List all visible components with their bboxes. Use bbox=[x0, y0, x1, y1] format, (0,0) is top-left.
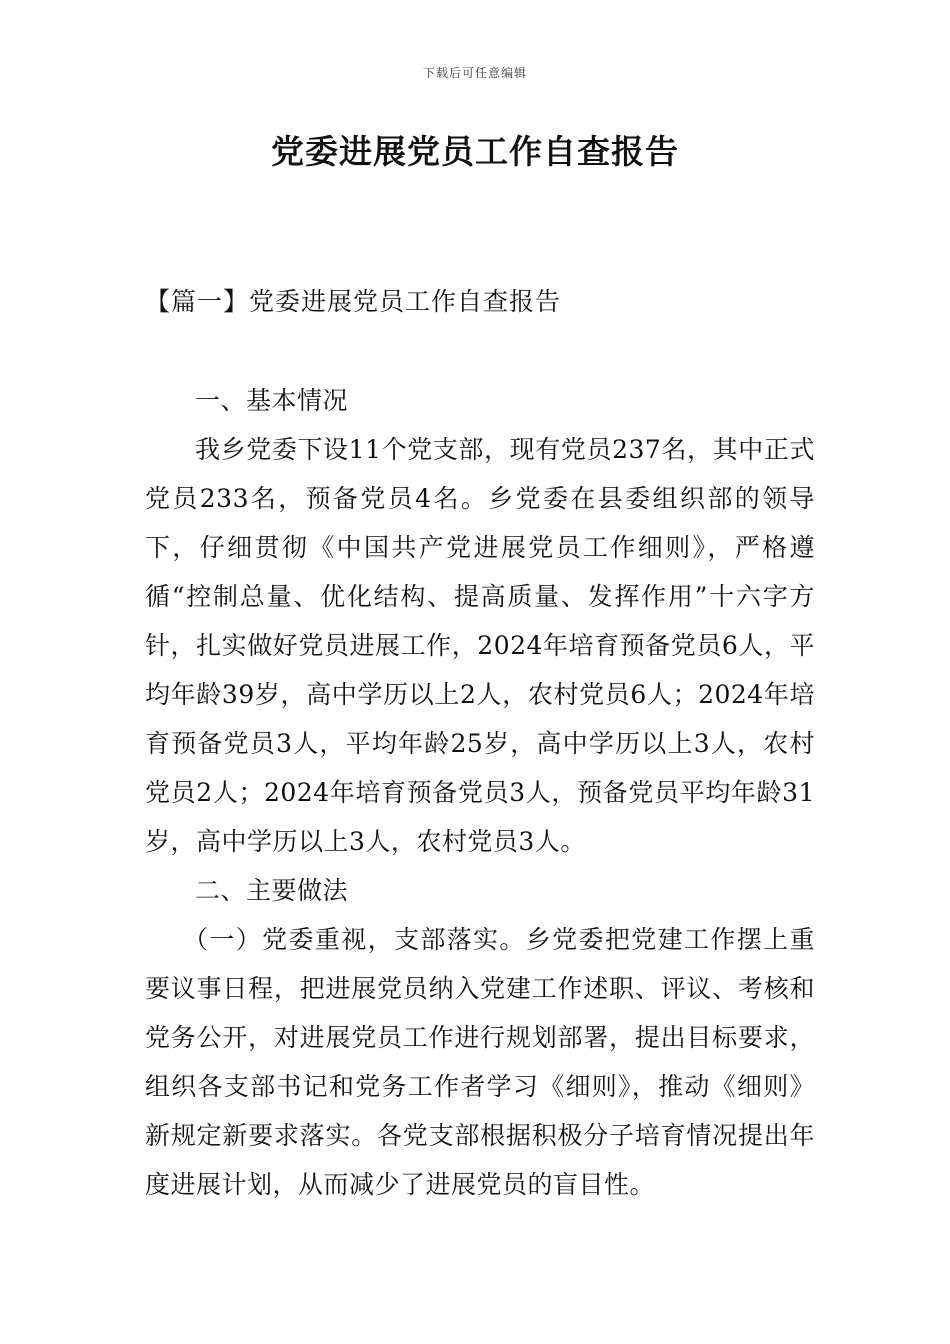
document-body bbox=[145, 376, 815, 1209]
document-title: 党委进展党员工作自查报告 bbox=[271, 132, 679, 171]
paragraph-basic-situation: 我乡党委下设11个党支部，现有党员237名，其中正式党员233名，预备党员4名。乡党委在县委组织部的领导下，仔细贯彻《中国共产党进展党员工作细则》，严格遵循“控制总量、优化结构、提高质量、发挥作用”十六字方针，扎实做好党员进展工作，2024年培育预备党员6人，平均年龄39岁，高中学历以上2人，农村党员6人；2024年培育预备党员3人，平均年龄25岁，高中学历以上3人，农村党员2人；2024年培育预备党员3人，预备党员平均年龄31岁，高中学历以上3人，农村党员3人。 bbox=[145, 435, 815, 856]
heading-basic-situation: 一、基本情况 bbox=[195, 386, 349, 415]
section-heading: 【篇一】党委进展党员工作自查报告 bbox=[145, 287, 562, 316]
heading-main-methods: 二、主要做法 bbox=[195, 876, 349, 905]
page-header-note: 下载后可任意编辑 bbox=[422, 66, 527, 80]
paragraph-method-one: （一）党委重视，支部落实。乡党委把党建工作摆上重要议事日程，把进展党员纳入党建工作述职、评议、考核和党务公开，对进展党员工作进行规划部署，提出目标要求，组织各支部书记和党务工作者学习《细则》，推动《细则》新规定新要求落实。各党支部根据积极分子培育情况提出年度进展计划，从而减少了进展党员的盲目性。 bbox=[145, 925, 815, 1199]
